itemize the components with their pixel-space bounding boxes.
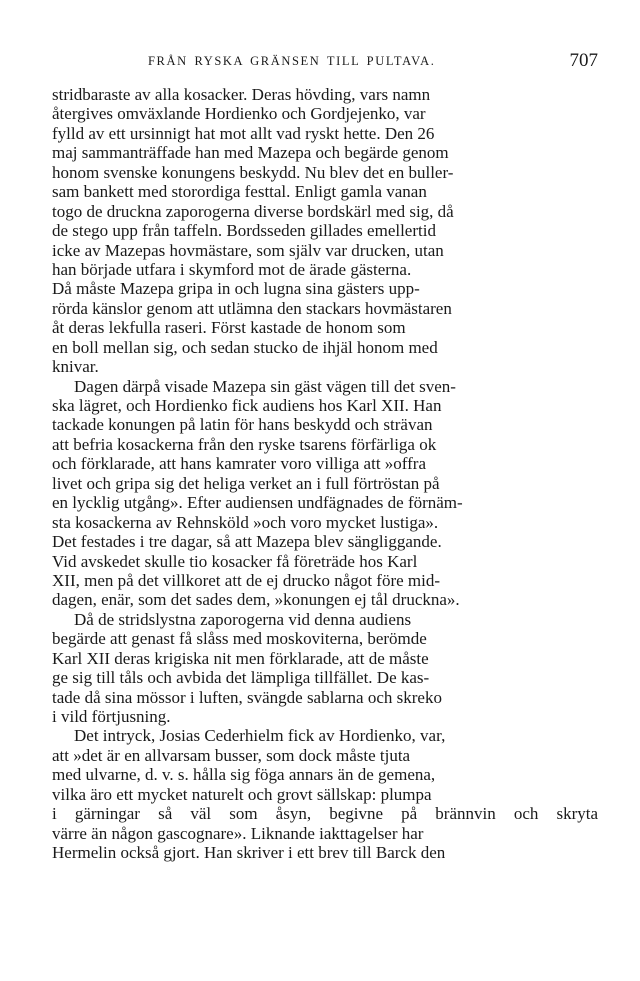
text-line: maj sammanträffade han med Mazepa och begärde genom [52, 143, 449, 163]
running-title: FRÅN RYSKA GRÄNSEN TILL PULTAVA. [148, 54, 436, 68]
text-line: återgives omväxlande Hordienko och Gordjejenko, var [52, 104, 426, 124]
text-line: stridbaraste av alla kosacker. Deras hövding, vars namn [52, 85, 431, 104]
text-line: vilka äro ett mycket naturelt och grovt sällskap: plumpa [52, 784, 432, 804]
running-head [52, 50, 598, 74]
text-line: Vid avskedet skulle tio kosacker få företräde hos Karl [52, 551, 418, 571]
text-line: tackade konungen på latin för hans beskydd och strävan [52, 415, 433, 435]
text-line: Det festades i tre dagar, så att Mazepa blev sängliggande. [52, 532, 442, 552]
text-line: han började utfara i skymford mot de ärade gästerna. [52, 259, 412, 279]
text-line: icke av Mazepas hovmästare, som själv var drucken, utan [52, 240, 444, 260]
text-line: Då måste Mazepa gripa in och lugna sina gästers upp- [52, 279, 420, 299]
text-line: XII, men på det villkoret att de ej drucko något före mid- [52, 570, 441, 590]
text-line: Då de stridslystna zaporogerna vid denna audiens [74, 609, 412, 629]
text-line: värre än någon gascognare». Liknande iakttagelser har [52, 823, 424, 843]
text-line: och förklarade, att hans kamrater voro villiga att »offra [52, 454, 427, 474]
text-line: Karl XII deras krigiska nit men förklarade, att de måste [52, 648, 429, 668]
text-line: att befria kosackerna från den ryske tsarens förfärliga ok [52, 434, 437, 454]
text-line: fylld av ett ursinnigt hat mot allt vad ryskt hette. Den 26 [52, 123, 435, 143]
text-line: sta kosackerna av Rehnsköld »och voro mycket lustiga». [52, 512, 439, 532]
text-line: ge sig till tåls och avbida det lämpliga tillfället. De kas- [52, 668, 430, 688]
text-line: att »det är en allvarsam busser, som dock måste tjuta [52, 745, 411, 765]
text-line: de stego upp från taffeln. Bordsseden gillades emellertid [52, 221, 436, 241]
text-line: med ulvarne, d. v. s. hålla sig föga annars än de gemena, [52, 765, 436, 785]
text-line: knivar. [52, 357, 99, 377]
text-line: Dagen därpå visade Mazepa sin gäst vägen till det sven- [74, 376, 456, 396]
text-line: sam bankett med storordiga festtal. Enligt gamla vanan [52, 182, 427, 202]
text-line: rörda känslor genom att utlämna den stackars hovmästaren [52, 298, 452, 318]
text-line: togo de druckna zaporogerna diverse bordskärl med sig, då [52, 201, 454, 221]
text-line: Det intryck, Josias Cederhielm fick av Hordienko, var, [74, 726, 446, 746]
text-line: livet och gripa sig det heliga verket an i full förtröstan på [52, 473, 440, 493]
text-line: honom svenske konungens beskydd. Nu blev det en buller- [52, 162, 454, 182]
text-line: dagen, enär, som det sades dem, »konungen ej tål druckna». [52, 590, 460, 610]
text-line: i vild förtjusning. [52, 707, 171, 726]
page-number: 707 [569, 50, 598, 71]
body-text [52, 85, 598, 863]
text-line: en lycklig utgång». Efter audiensen undfägnades de förnäm- [52, 493, 463, 513]
text-line: i gärningar så väl som åsyn, begivne på brännvin och skryta [52, 804, 599, 824]
text-line: tade då sina mössor i luften, svängde sablarna och skreko [52, 687, 442, 707]
text-line: begärde att genast få slåss med moskoviterna, berömde [52, 629, 427, 649]
text-line: ska lägret, och Hordienko fick audiens hos Karl XII. Han [52, 396, 442, 415]
text-line: åt deras lekfulla raseri. Först kastade de honom som [52, 318, 406, 338]
text-line: en boll mellan sig, och sedan stucko de ihjäl honom med [52, 337, 438, 357]
text-line: Hermelin också gjort. Han skriver i ett brev till Barck den [52, 843, 446, 863]
